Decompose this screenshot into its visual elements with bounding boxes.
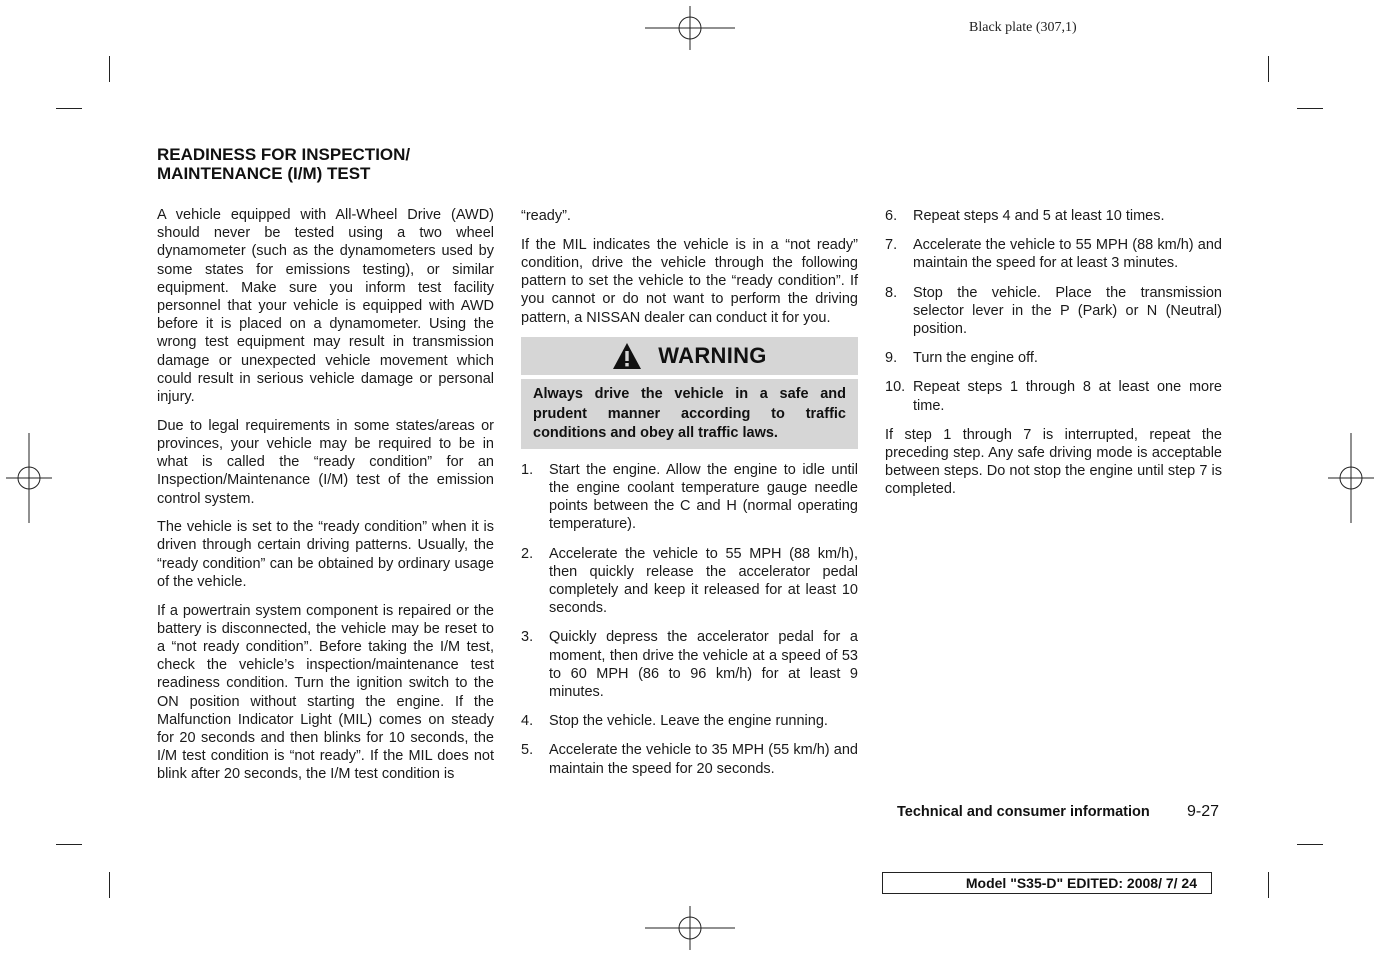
paragraph: The vehicle is set to the “ready condition” when it is driven through certain driving patterns. Usually, the “ready condition” can be obtained by ordinary usage of the vehicle. (157, 519, 494, 590)
warning-title: WARNING (658, 343, 767, 369)
plate-label: Black plate (307,1) (969, 20, 1077, 35)
step-text: Quickly depress the accelerator pedal for a moment, then drive the vehicle at a speed of 53 to 60 MPH (86 to 96 km/h) for at least 9 minutes. (549, 629, 858, 700)
paragraph: If the MIL indicates the vehicle is in a “not ready” condition, drive the vehicle through the following pattern to set the vehicle to the “ready condition”. If you cannot or do not want to perform the driving pattern, a NISSAN dealer can conduct it for you. (521, 236, 858, 326)
paragraph: If step 1 through 7 is interrupted, repeat the preceding step. Any safe driving mode is acceptable between steps. Do not stop the engine until step 7 is completed. (885, 426, 1222, 498)
step-number: 1. (521, 461, 534, 478)
step-number: 2. (521, 545, 534, 562)
paragraph: A vehicle equipped with All-Wheel Drive (AWD) should never be tested using a two wheel dynamometer (such as the dynamometers used by some states for emissions testing), or similar equipment. Make sure you inform test facility personnel that your vehicle is equipped with AWD before it is placed on a dynamometer. Using the wrong test equipment may result in transmission damage or unexpected vehicle movement which could result in serious vehicle damage or personal injury. (157, 207, 494, 406)
list-item (885, 284, 1222, 339)
step-number: 5. (521, 742, 534, 759)
step-text: Start the engine. Allow the engine to idle until the engine coolant temperature gauge needle points between the C and H (normal operating temperature). (549, 461, 858, 533)
list-item (521, 545, 858, 618)
warning-triangle-icon (612, 342, 642, 370)
warning-header (521, 337, 858, 375)
registration-crosshair-icon (645, 906, 735, 952)
list-item (521, 741, 858, 777)
paragraph: Due to legal requirements in some states/areas or provinces, your vehicle may be required to be in what is called the “ready condition” for an Inspection/Maintenance (I/M) test of the emission control system. (157, 417, 494, 507)
step-number: 7. (885, 237, 898, 254)
column-1 (157, 206, 494, 794)
registration-crosshair-icon (4, 433, 52, 523)
step-text: Accelerate the vehicle to 55 MPH (88 km/h), then quickly release the accelerator pedal completely and keep it released for at least 10 seconds. (549, 545, 858, 617)
column-2 (521, 207, 858, 789)
step-number: 3. (521, 629, 534, 646)
list-item (885, 349, 1222, 367)
steps-list (521, 461, 858, 778)
section-title (157, 145, 497, 183)
step-text: Accelerate the vehicle to 55 MPH (88 km/h) and maintain the speed for at least 3 minutes. (913, 237, 1222, 272)
step-number: 6. (885, 208, 898, 224)
step-text: Repeat steps 4 and 5 at least 10 times. (913, 208, 1165, 224)
step-text: Accelerate the vehicle to 35 MPH (55 km/h) and maintain the speed for 20 seconds. (549, 742, 858, 777)
step-number: 4. (521, 713, 534, 730)
step-number: 10. (885, 379, 906, 396)
list-item (885, 236, 1222, 272)
footer-section-title: Technical and consumer information (897, 804, 1150, 820)
step-number: 9. (885, 350, 898, 367)
list-item (521, 712, 858, 730)
paragraph: “ready”. (521, 208, 571, 224)
column-3 (885, 207, 1222, 509)
model-edited-box: Model "S35-D" EDITED: 2008/ 7/ 24 (882, 872, 1212, 894)
registration-crosshair-icon (645, 4, 735, 50)
section-title-line2: MAINTENANCE (I/M) TEST (157, 164, 371, 183)
registration-crosshair-icon (1328, 433, 1376, 523)
list-item (521, 628, 858, 701)
list-item (521, 461, 858, 534)
list-item (885, 378, 1222, 414)
page-number: 9-27 (1187, 803, 1220, 820)
step-number: 8. (885, 284, 898, 301)
paragraph: If a powertrain system component is repaired or the battery is disconnected, the vehicle may be reset to a “not ready condition”. Before taking the I/M test, check the vehicle’s inspection/maintenance test readiness condition. Turn the ignition switch to the ON position without starting the engine. If the Malfunction Indicator Light (MIL) comes on steady for 20 seconds and then blinks for 10 seconds, the I/M test condition is “not ready”. If the MIL does not blink after 20 seconds, the I/M test condition is (157, 602, 494, 783)
steps-list (885, 207, 1222, 415)
list-item (885, 207, 1222, 225)
step-text: Stop the vehicle. Place the transmission selector lever in the P (Park) or N (Neutral) position. (913, 284, 1222, 338)
section-title-line1: READINESS FOR INSPECTION/ (157, 145, 411, 164)
warning-text: Always drive the vehicle in a safe and prudent manner according to traffic conditions and obey all traffic laws. (521, 379, 858, 449)
step-text: Stop the vehicle. Leave the engine running. (549, 713, 828, 730)
step-text: Turn the engine off. (913, 350, 1038, 367)
step-text: Repeat steps 1 through 8 at least one more time. (913, 379, 1222, 414)
